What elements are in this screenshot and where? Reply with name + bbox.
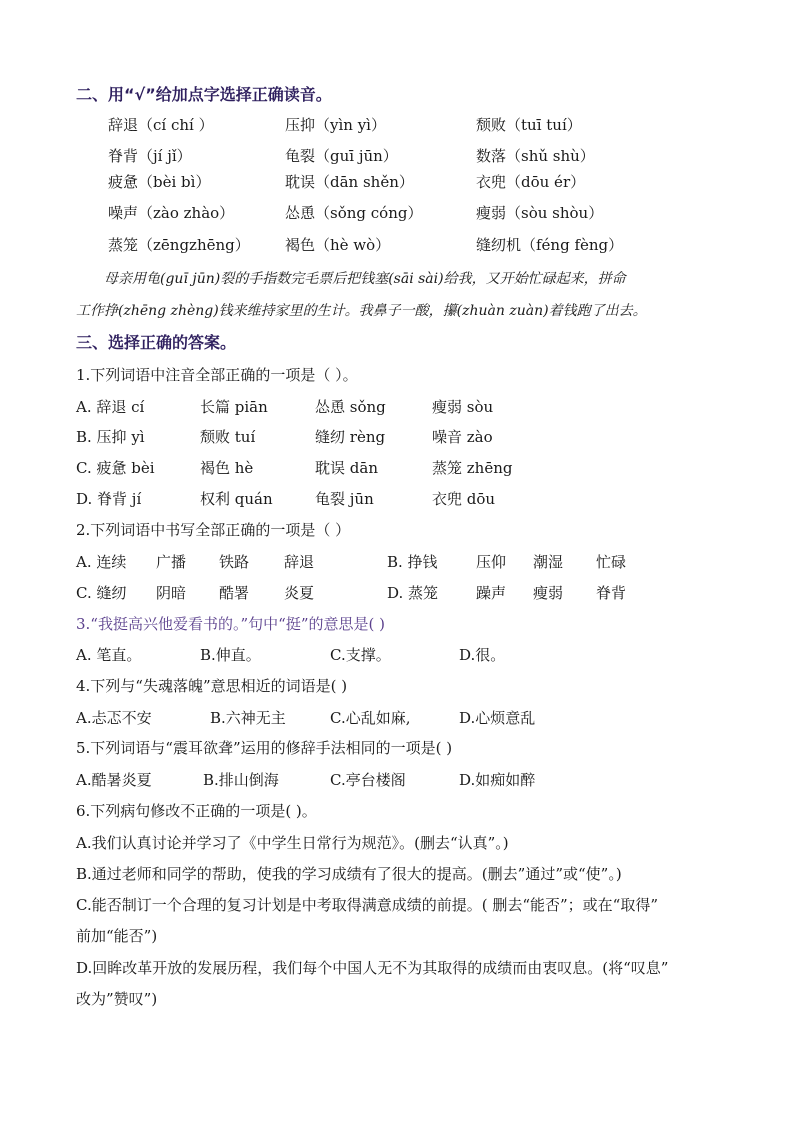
- option-text: 颓败 tuí: [200, 428, 256, 446]
- question-5-stem: 5.下列词语与“震耳欲聋”运用的修辞手法相同的一项是( ): [76, 739, 453, 757]
- question-3-stem: 3.“我挺高兴他爱看书的。”句中“挺”的意思是( ): [76, 615, 385, 633]
- option-text: 耽误 dān: [315, 459, 378, 477]
- pinyin-item: 脊背（jí jǐ）: [108, 147, 192, 165]
- option-text: 酷署: [219, 584, 250, 602]
- pinyin-item: 衣兜（dōu ér）: [476, 173, 586, 191]
- option-text: 脊背: [596, 584, 627, 602]
- option-text: C.能否制订一个合理的复习计划是中考取得满意成绩的前提。( 删去“能否”；或在“取得”: [76, 896, 659, 914]
- option-text: 龟裂 jūn: [315, 490, 374, 508]
- option-text: 阴暗: [156, 584, 187, 602]
- passage-line: 工作挣(zhēng zhèng)钱来维持家里的生计。我鼻子一酸，攥(zhuàn zuàn)着钱跑了出去。: [76, 303, 647, 319]
- section3-heading: 三、选择正确的答案。: [76, 333, 237, 352]
- pinyin-item: 压抑（yìn yì）: [285, 116, 386, 134]
- option-text: 长篇 piān: [200, 398, 268, 416]
- question-6-stem: 6.下列病句修改不正确的一项是( )。: [76, 802, 317, 820]
- option-text: C. 缝纫: [76, 584, 127, 602]
- option-text: B. 挣钱: [387, 553, 438, 571]
- option-text: 辞退: [284, 553, 315, 571]
- option-text: 怂恿 sǒng: [315, 398, 386, 416]
- pinyin-item: 缝纫机（féng fèng）: [476, 236, 624, 254]
- option-text: A. 辞退 cí: [76, 398, 145, 416]
- option-text: 改为”赞叹”): [76, 990, 158, 1008]
- option-text: D.回眸改革开放的发展历程，我们每个中国人无不为其取得的成绩而由衷叹息。(将“叹息”: [76, 959, 669, 977]
- option-text: A. 连续: [76, 553, 127, 571]
- option-text: 忙碌: [596, 553, 627, 571]
- option-text: 压仰: [476, 553, 507, 571]
- option-text: 躁声: [476, 584, 507, 602]
- pinyin-item: 耽误（dān shěn）: [285, 173, 414, 191]
- pinyin-item: 噪声（zào zhào）: [108, 204, 235, 222]
- pinyin-item: 龟裂（guī jūn）: [285, 147, 398, 165]
- option-text: A.忐忑不安: [76, 709, 152, 727]
- option-text: 瘦弱: [533, 584, 564, 602]
- option-text: A.酷暑炎夏: [76, 771, 152, 789]
- option-text: B.六神无主: [210, 709, 286, 727]
- option-text: D. 脊背 jí: [76, 490, 142, 508]
- option-text: B.通过老师和同学的帮助，使我的学习成绩有了很大的提高。(删去”通过”或“使”。): [76, 865, 622, 883]
- pinyin-item: 颓败（tuī tuí）: [476, 116, 582, 134]
- pinyin-item: 蒸笼（zēngzhēng）: [108, 236, 250, 254]
- option-text: 噪音 zào: [432, 428, 493, 446]
- pinyin-item: 疲惫（bèi bì）: [108, 173, 211, 191]
- option-text: 广播: [156, 553, 187, 571]
- option-text: D.很。: [459, 646, 506, 664]
- pinyin-item: 瘦弱（sòu shòu）: [476, 204, 604, 222]
- option-text: 铁路: [219, 553, 250, 571]
- pinyin-item: 辞退（cí chí ）: [108, 116, 214, 134]
- option-text: 褐色 hè: [200, 459, 254, 477]
- option-text: C. 疲惫 bèi: [76, 459, 155, 477]
- option-text: 权利 quán: [200, 490, 273, 508]
- option-text: C.亭台楼阁: [330, 771, 406, 789]
- option-text: 潮湿: [533, 553, 564, 571]
- question-2-stem: 2.下列词语中书写全部正确的一项是（ ）: [76, 521, 351, 539]
- passage-line: 母亲用龟(guī jūn)裂的手指数完毛票后把钱塞(sāi sài)给我，又开始忙碌起来，拼命: [104, 271, 626, 287]
- option-text: D. 蒸笼: [387, 584, 439, 602]
- pinyin-item: 怂恿（sǒng cóng）: [285, 204, 423, 222]
- pinyin-item: 数落（shǔ shù）: [476, 147, 595, 165]
- option-text: 蒸笼 zhēng: [432, 459, 513, 477]
- option-text: A.我们认真讨论并学习了《中学生日常行为规范》。(删去“认真”。): [76, 834, 509, 852]
- option-text: C.心乱如麻,: [330, 709, 411, 727]
- option-text: B.伸直。: [200, 646, 261, 664]
- option-text: 前加“能否”): [76, 927, 158, 945]
- option-text: 炎夏: [284, 584, 315, 602]
- question-1-stem: 1.下列词语中注音全部正确的一项是（ ）。: [76, 366, 358, 384]
- question-4-stem: 4.下列与“失魂落魄”意思相近的词语是( ): [76, 677, 348, 695]
- option-text: 衣兜 dōu: [432, 490, 496, 508]
- option-text: B. 压抑 yì: [76, 428, 145, 446]
- option-text: D.心烦意乱: [459, 709, 536, 727]
- option-text: A. 笔直。: [76, 646, 142, 664]
- section2-heading: 二、用“√”给加点字选择正确读音。: [76, 85, 332, 104]
- option-text: 缝纫 rèng: [315, 428, 386, 446]
- option-text: 瘦弱 sòu: [432, 398, 494, 416]
- option-text: B.排山倒海: [203, 771, 279, 789]
- option-text: C.支撑。: [330, 646, 391, 664]
- pinyin-item: 褐色（hè wò）: [285, 236, 391, 254]
- option-text: D.如痴如醉: [459, 771, 536, 789]
